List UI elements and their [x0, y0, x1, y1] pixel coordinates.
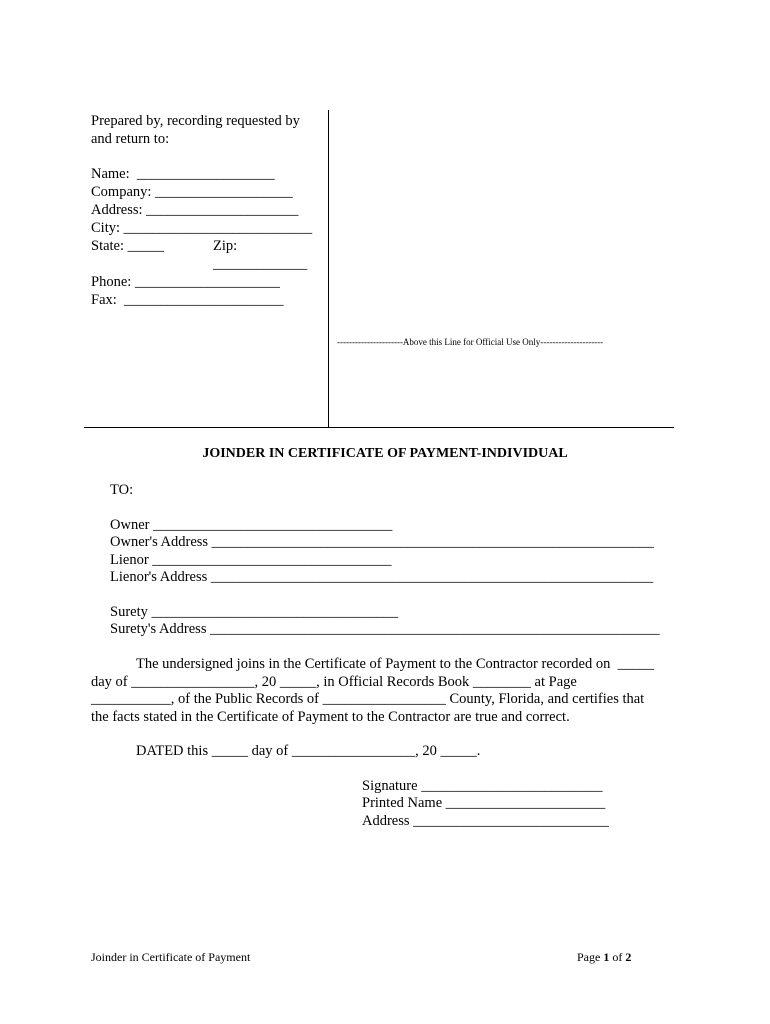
surety-field[interactable]: Surety __________________________________ [110, 604, 398, 620]
city-field[interactable]: City: __________________________ [91, 220, 313, 236]
footer-title: Joinder in Certificate of Payment [91, 950, 251, 964]
owners-address-field[interactable]: Owner's Address _____________________________________________________________ [110, 534, 654, 550]
prepared-by-line2: and return to: [91, 131, 170, 147]
prepared-by-line1: Prepared by, recording requested by [91, 113, 300, 129]
body-line-3: ___________, of the Public Records of _________________ County, Florida, and certifies that [91, 691, 645, 707]
body-line-4: the facts stated in the Certificate of Payment to the Contractor are true and correct. [91, 709, 570, 725]
state-field[interactable]: State: _____ [91, 238, 164, 254]
printed-name-field[interactable]: Printed Name ______________________ [362, 795, 606, 811]
suretys-address-field[interactable]: Surety's Address ______________________________________________________________ [110, 621, 660, 637]
owner-field[interactable]: Owner _________________________________ [110, 517, 393, 533]
page-total: 2 [625, 950, 632, 964]
zip-label: Zip: [213, 238, 238, 254]
dated-line[interactable]: DATED this _____ day of _________________, 20 _____. [136, 743, 481, 759]
fax-field[interactable]: Fax: ______________________ [91, 292, 284, 308]
signature-address-field[interactable]: Address ___________________________ [362, 813, 609, 829]
phone-field[interactable]: Phone: ____________________ [91, 274, 280, 290]
address-field[interactable]: Address: _____________________ [91, 202, 299, 218]
page-current: 1 [603, 950, 610, 964]
page-number [577, 950, 631, 965]
document-title: JOINDER IN CERTIFICATE OF PAYMENT-INDIVIDUAL [202, 446, 568, 461]
lienors-address-field[interactable]: Lienor's Address _____________________________________________________________ [110, 569, 654, 585]
body-line-2: day of _________________, 20 _____, in Official Records Book ________ at Page [91, 674, 577, 690]
company-field[interactable]: Company: ___________________ [91, 184, 293, 200]
zip-field[interactable]: _____________ [213, 256, 308, 272]
of-word: of [609, 950, 626, 964]
to-label: TO: [110, 482, 134, 498]
header-divider-horizontal [84, 427, 674, 428]
name-field[interactable]: Name: ___________________ [91, 166, 275, 182]
lienor-field[interactable]: Lienor _________________________________ [110, 552, 392, 568]
page-word: Page [577, 950, 604, 964]
signature-field[interactable]: Signature _________________________ [362, 778, 603, 794]
header-divider-vertical [328, 110, 329, 428]
official-use-line: ----------------------Above this Line for Official Use Only--------------------- [337, 337, 604, 347]
body-line-1: The undersigned joins in the Certificate of Payment to the Contractor recorded on _____ [136, 656, 654, 672]
